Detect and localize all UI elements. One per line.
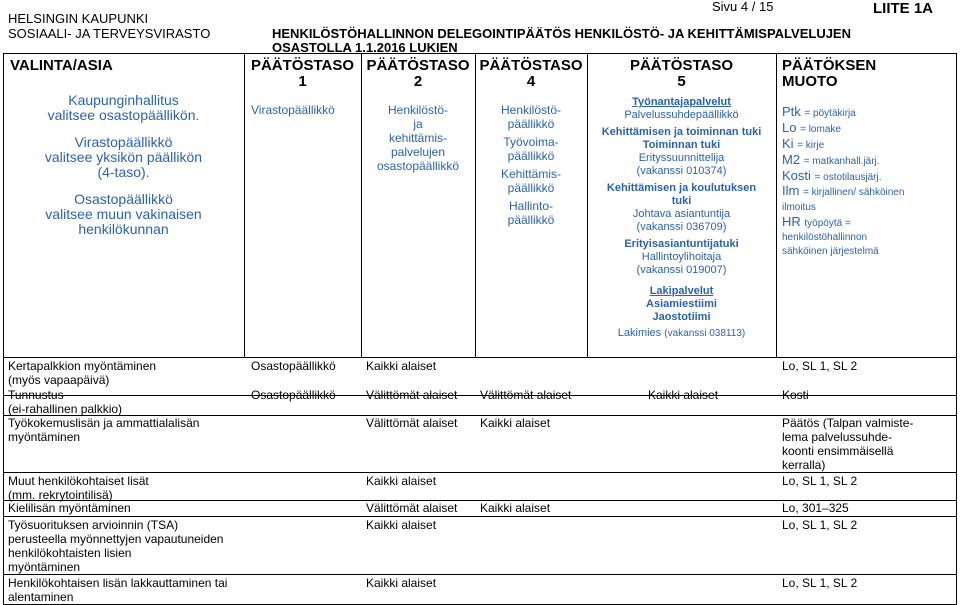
table-cell-level2: Välittömät alaiset	[366, 501, 458, 515]
org-department: SOSIAALI- JA TERVEYSVIRASTO	[8, 26, 211, 41]
selection-rules: Kaupunginhallitus valitsee osastopäällikön. Virastopäällikkö valitsee yksikön päällikön (4-taso). Osastopäällikkö valitsee muun vakinaisen henkilökunnan	[44, 92, 203, 237]
level5-roles: Työnantajapalvelut Palvelussuhdepäällikkö Kehittämisen ja toiminnan tuki Toiminnan tuki Erityssuunnittelija (vakanssi 010374) Kehittämisen ja koulutuksen tuki Johtava asiantuntija (vakanssi 036709) Erityisasiantuntijatuki Hallintoylihoitaja (vakanssi 019007) Lakipalvelut Asiamiestiimi Jaostotiimi Lakimies (vakanssi 038113)	[601, 96, 762, 339]
table-cell-level2: Välittömät alaiset	[366, 388, 458, 402]
table-row-asia: Työkokemuslisän ja ammattialalisän myöntäminen	[8, 416, 200, 444]
level2-role: Henkilöstö- ja kehittämis- palvelujen osastopäällikkö	[376, 103, 460, 173]
table-cell-form: Lo, SL 1, SL 2	[782, 474, 858, 488]
column-header-level2: PÄÄTÖSTASO 2	[366, 57, 470, 90]
table-cell-form: Lo, SL 1, SL 2	[782, 576, 858, 590]
table-cell-level2: Kaikki alaiset	[366, 576, 437, 590]
column-header-level5: PÄÄTÖSTASO 5	[629, 57, 734, 90]
page-number: Sivu 4 / 15	[712, 0, 774, 14]
column-header-level4: PÄÄTÖSTASO 4	[479, 57, 583, 90]
table-row-asia: Tunnustus (ei-rahallinen palkkio)	[8, 388, 123, 416]
table-cell-level4: Kaikki alaiset	[480, 416, 551, 430]
table-cell-level5: Kaikki alaiset	[648, 388, 719, 402]
org-name: HELSINGIN KAUPUNKI	[8, 11, 149, 26]
table-cell-level1: Osastopäällikkö	[251, 359, 336, 373]
table-cell-form: Lo, SL 1, SL 2	[782, 359, 858, 373]
table-cell-level2: Välittömät alaiset	[366, 416, 458, 430]
table-cell-form: Päätös (Talpan valmiste- lema palvelussuhde- koonti ensimmäisellä kerralla)	[782, 416, 914, 472]
abbreviation-legend: Ptk = pöytäkirja Lo = lomake Ki = kirje M2 = matkanhall.järj. Kosti = ostotilausjärj. Ilm = kirjallinen/ sähköinen ilmoitus HR työpöytä = henkilöstöhallinnon sähköinen järjestelmä	[782, 104, 905, 257]
document-title-line2: OSASTOLLA 1.1.2016 LUKIEN	[272, 40, 458, 55]
table-cell-level2: Kaikki alaiset	[366, 518, 437, 532]
appendix-label: LIITE 1A	[873, 0, 934, 17]
table-cell-form: Lo, SL 1, SL 2	[782, 518, 858, 532]
column-header-asia: VALINTA/ASIA	[10, 57, 113, 74]
table-cell-level1: Osastopäällikkö	[251, 388, 336, 402]
table-cell-level4: Välittömät alaiset	[480, 388, 572, 402]
table-row-asia: Muut henkilökohtaiset lisät (mm. rekrytointilisä)	[8, 474, 149, 502]
table-row-asia: Henkilökohtaisen lisän lakkauttaminen tai alentaminen	[8, 576, 228, 604]
document-title: HENKILÖSTÖHALLINNON DELEGOINTIPÄÄTÖS HENKILÖSTÖ- JA KEHITTÄMISPALVELUJEN	[272, 26, 851, 41]
column-header-form: PÄÄTÖKSEN MUOTO	[782, 57, 877, 90]
table-row-asia: Kertapalkkion myöntäminen (myös vapaapäivä)	[8, 359, 157, 387]
table-row-asia: Kielilisän myöntäminen	[8, 501, 131, 515]
table-cell-form: Lo, 301–325	[782, 501, 849, 515]
table-cell-form: Kosti	[782, 388, 809, 402]
table-cell-level4: Kaikki alaiset	[480, 501, 551, 515]
table-cell-level2: Kaikki alaiset	[366, 359, 437, 373]
level1-role: Virastopäällikkö	[251, 103, 335, 117]
table-row-asia: Työsuorituksen arvioinnin (TSA) perusteella myönnettyjen vapautuneiden henkilökohtaisten lisien myöntäminen	[8, 518, 224, 574]
column-header-level1: PÄÄTÖSTASO 1	[250, 57, 355, 90]
table-cell-level2: Kaikki alaiset	[366, 474, 437, 488]
level4-roles: Henkilöstö- päällikkö Työvoima- päällikkö Kehittämis- päällikkö Hallinto- päällikkö	[500, 103, 562, 227]
